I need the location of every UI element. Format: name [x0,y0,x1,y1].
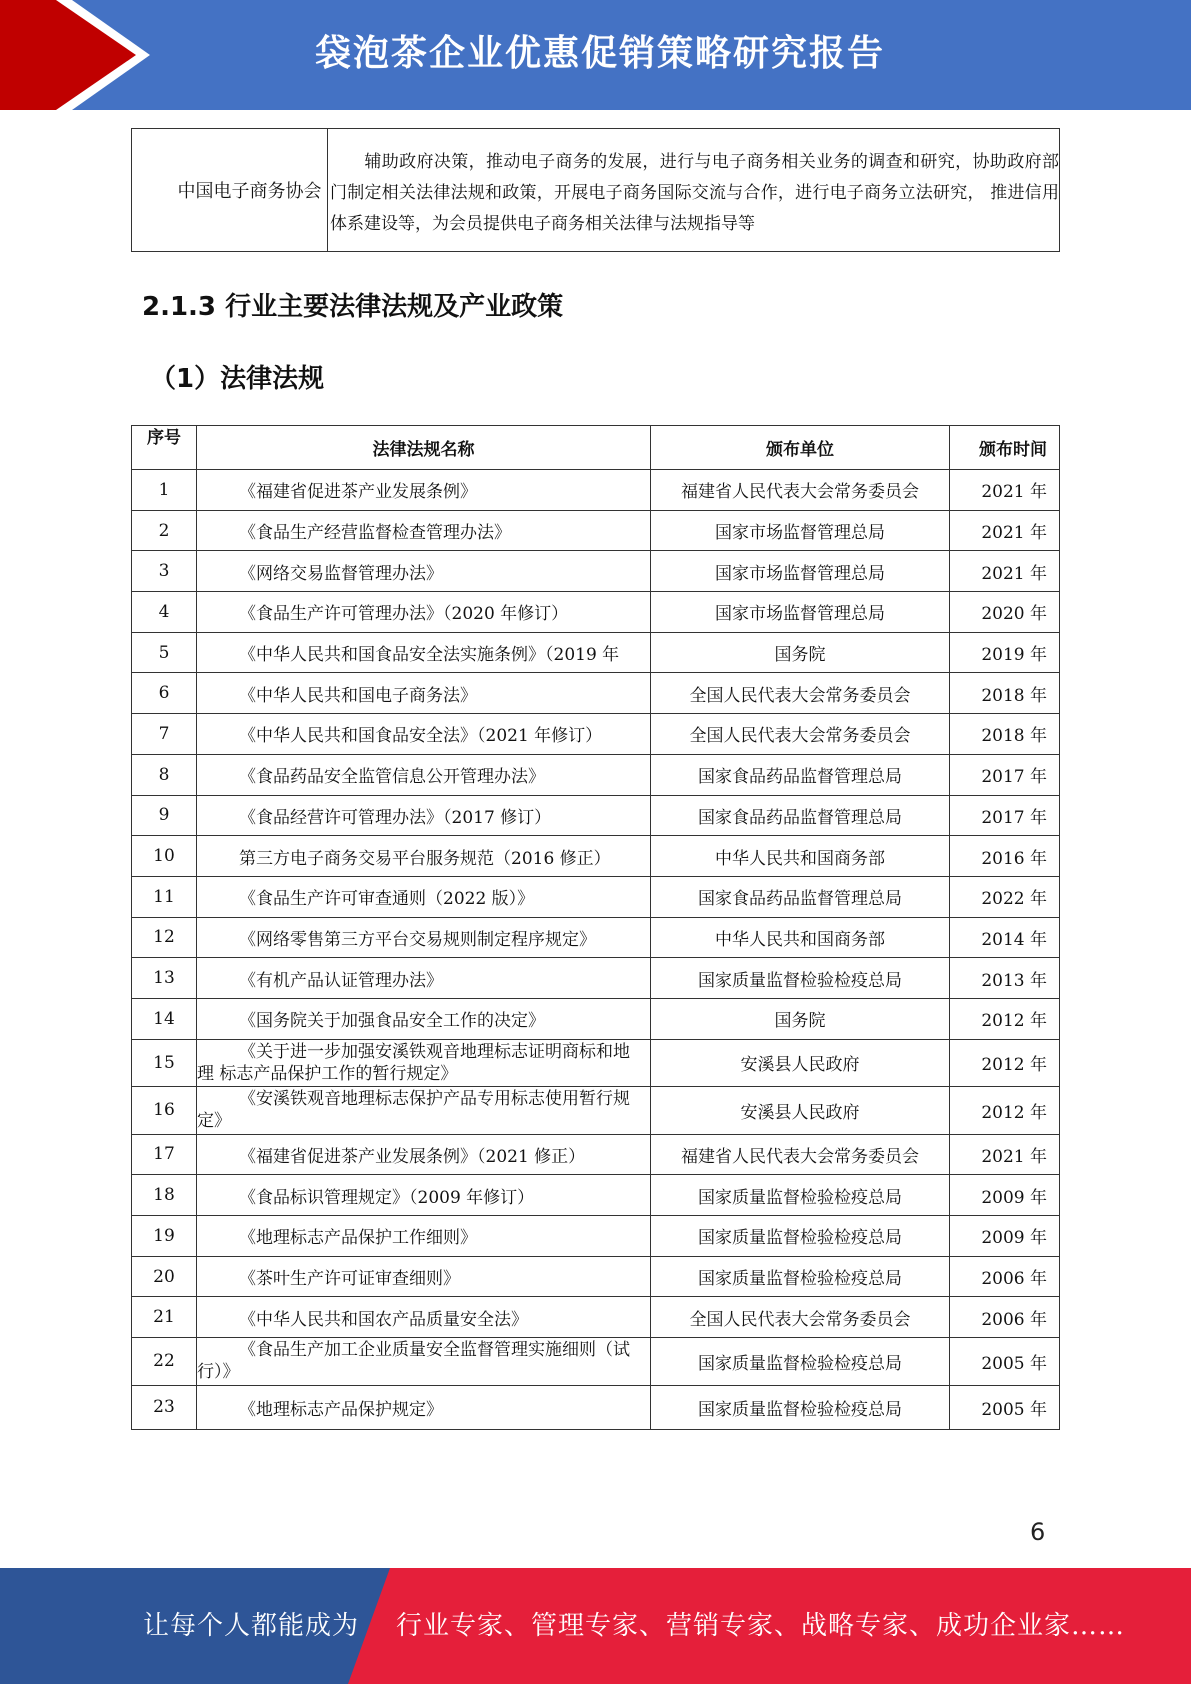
issuing-authority: 中华人民共和国商务部 [651,917,950,958]
issuing-authority: 国家质量监督检验检疫总局 [651,1175,950,1216]
law-name [197,1338,651,1386]
issuing-authority: 国家质量监督检验检疫总局 [651,1338,950,1386]
subsection-heading: （1）法律法规 [150,364,325,394]
table-row [132,998,1060,1039]
law-name: 《地理标志产品保护规定》 [197,1385,651,1429]
issue-year: 2021 年 [950,551,1060,592]
table-row [132,1134,1060,1175]
law-name: 《食品生产许可审查通则（2022 版）》 [197,876,651,917]
law-name: 《中华人民共和国食品安全法实施条例》（2019 年 [197,632,651,673]
issue-year: 2017 年 [950,754,1060,795]
row-number: 7 [132,714,197,755]
law-name: 《福建省促进茶产业发展条例》 [197,470,651,511]
issuing-authority: 国家质量监督检验检疫总局 [651,958,950,999]
issue-year: 2012 年 [950,998,1060,1039]
page-footer [0,1568,1191,1684]
table-row [132,1087,1060,1135]
header-unit: 颁布单位 [651,426,950,470]
table-row [132,1216,1060,1257]
table-row [132,1338,1060,1386]
law-name: 《茶叶生产许可证审查细则》 [197,1256,651,1297]
law-name: 《中华人民共和国农产品质量安全法》 [197,1297,651,1338]
issuing-authority: 国务院 [651,998,950,1039]
issuing-authority: 国家质量监督检验检疫总局 [651,1256,950,1297]
issue-year: 2018 年 [950,673,1060,714]
page-number: 6 [1030,1518,1046,1546]
issuing-authority: 全国人民代表大会常务委员会 [651,714,950,755]
issue-year: 2012 年 [950,1039,1060,1087]
issuing-authority: 中华人民共和国商务部 [651,836,950,877]
org-table [131,128,1060,252]
issue-year: 2020 年 [950,592,1060,633]
row-number: 3 [132,551,197,592]
table-row [132,836,1060,877]
law-table [131,425,1060,1430]
issuing-authority: 国家质量监督检验检疫总局 [651,1385,950,1429]
issuing-authority: 福建省人民代表大会常务委员会 [651,470,950,511]
issuing-authority: 国家市场监督管理总局 [651,551,950,592]
issue-year: 2005 年 [950,1385,1060,1429]
row-number: 14 [132,998,197,1039]
law-name-line-1: 《关于进一步加强安溪铁观音地理标志证明商标和地 [239,1041,630,1062]
table-row [132,1297,1060,1338]
row-number: 5 [132,632,197,673]
org-description: 辅助政府决策，推动电子商务的发展，进行与电子商务相关业务的调查和研究，协助政府部门制定相关法律法规和政策，开展电子商务国际交流与合作，进行电子商务立法研究， 推进信用体系建设等，为会员提供电子商务相关法律与法规指导等 [330,152,1059,234]
law-name: 《地理标志产品保护工作细则》 [197,1216,651,1257]
section-heading: 2.1.3 行业主要法律法规及产业政策 [142,292,564,322]
header-year: 颁布时间 [950,426,1060,470]
issue-year: 2014 年 [950,917,1060,958]
report-title: 袋泡茶企业优惠促销策略研究报告 [314,33,885,74]
row-number: 6 [132,673,197,714]
table-row [132,632,1060,673]
footer-slogan-left: 让每个人都能成为 [143,1611,360,1641]
row-number: 4 [132,592,197,633]
row-number: 12 [132,917,197,958]
issue-year: 2016 年 [950,836,1060,877]
issue-year: 2021 年 [950,1134,1060,1175]
law-name: 《网络零售第三方平台交易规则制定程序规定》 [197,917,651,958]
table-row [132,917,1060,958]
table-row [132,876,1060,917]
table-row [132,673,1060,714]
table-row [132,551,1060,592]
law-name-line-2: 理 标志产品保护工作的暂行规定》 [197,1063,458,1084]
law-name: 《中华人民共和国食品安全法》（2021 年修订） [197,714,651,755]
issuing-authority: 安溪县人民政府 [651,1039,950,1087]
table-row [132,754,1060,795]
table-row [132,1256,1060,1297]
table-row [132,958,1060,999]
table-row [132,1039,1060,1087]
law-name: 《食品药品安全监管信息公开管理办法》 [197,754,651,795]
issue-year: 2005 年 [950,1338,1060,1386]
law-name: 第三方电子商务交易平台服务规范（2016 修正） [197,836,651,877]
issuing-authority: 国家食品药品监督管理总局 [651,795,950,836]
row-number: 11 [132,876,197,917]
row-number: 1 [132,470,197,511]
table-row [132,795,1060,836]
law-name [197,1087,651,1135]
issue-year: 2021 年 [950,510,1060,551]
row-number: 13 [132,958,197,999]
row-number: 22 [132,1338,197,1386]
issue-year: 2018 年 [950,714,1060,755]
issue-year: 2009 年 [950,1175,1060,1216]
law-name: 《中华人民共和国电子商务法》 [197,673,651,714]
law-name-line-1: 《食品生产加工企业质量安全监督管理实施细则（试 [239,1340,630,1361]
issue-year: 2017 年 [950,795,1060,836]
issuing-authority: 安溪县人民政府 [651,1087,950,1135]
row-number: 8 [132,754,197,795]
row-number: 9 [132,795,197,836]
law-name: 《食品生产经营监督检查管理办法》 [197,510,651,551]
law-name: 《食品生产许可管理办法》（2020 年修订） [197,592,651,633]
row-number: 2 [132,510,197,551]
law-name-line-2: 行）》 [197,1362,240,1383]
law-name: 《有机产品认证管理办法》 [197,958,651,999]
row-number: 17 [132,1134,197,1175]
issuing-authority: 国家食品药品监督管理总局 [651,876,950,917]
issuing-authority: 全国人民代表大会常务委员会 [651,673,950,714]
issue-year: 2019 年 [950,632,1060,673]
table-row [132,470,1060,511]
law-name-line-1: 《安溪铁观音地理标志保护产品专用标志使用暂行规 [239,1089,630,1110]
issuing-authority: 国家质量监督检验检疫总局 [651,1216,950,1257]
law-name: 《福建省促进茶产业发展条例》（2021 修正） [197,1134,651,1175]
issue-year: 2013 年 [950,958,1060,999]
law-name [197,1039,651,1087]
issue-year: 2012 年 [950,1087,1060,1135]
issue-year: 2021 年 [950,470,1060,511]
header-chevron-arrow [0,0,136,110]
issue-year: 2006 年 [950,1297,1060,1338]
footer-slogan-right: 行业专家、管理专家、营销专家、战略专家、成功企业家…… [396,1611,1126,1641]
table-row [132,1385,1060,1429]
page-header [0,0,1191,110]
law-name: 《网络交易监督管理办法》 [197,551,651,592]
law-name: 《国务院关于加强食品安全工作的决定》 [197,998,651,1039]
row-number: 23 [132,1385,197,1429]
org-name: 中国电子商务协会 [132,129,328,251]
header-name: 法律法规名称 [197,426,651,470]
row-number: 21 [132,1297,197,1338]
row-number: 10 [132,836,197,877]
row-number: 18 [132,1175,197,1216]
law-name-line-2: 定》 [197,1111,231,1132]
issue-year: 2022 年 [950,876,1060,917]
row-number: 16 [132,1087,197,1135]
issuing-authority: 国家食品药品监督管理总局 [651,754,950,795]
issuing-authority: 全国人民代表大会常务委员会 [651,1297,950,1338]
issue-year: 2006 年 [950,1256,1060,1297]
table-row [132,714,1060,755]
issuing-authority: 国家市场监督管理总局 [651,592,950,633]
row-number: 20 [132,1256,197,1297]
law-name: 《食品经营许可管理办法》（2017 修订） [197,795,651,836]
header-no: 序号 [132,426,197,470]
issuing-authority: 福建省人民代表大会常务委员会 [651,1134,950,1175]
table-row [132,510,1060,551]
law-name: 《食品标识管理规定》（2009 年修订） [197,1175,651,1216]
issuing-authority: 国家市场监督管理总局 [651,510,950,551]
table-row [132,1175,1060,1216]
issue-year: 2009 年 [950,1216,1060,1257]
issuing-authority: 国务院 [651,632,950,673]
table-row [132,592,1060,633]
row-number: 15 [132,1039,197,1087]
row-number: 19 [132,1216,197,1257]
